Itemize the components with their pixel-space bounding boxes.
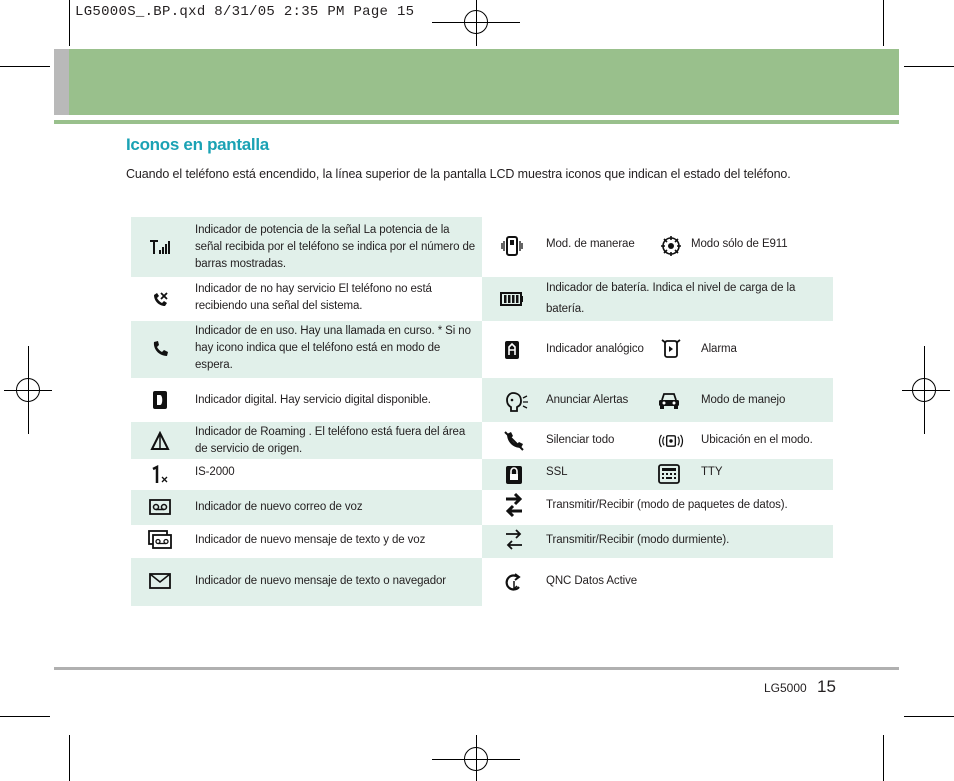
alarm-icon [658, 337, 684, 359]
page-number: 15 [817, 677, 836, 696]
transmit-receive-icon [501, 494, 527, 516]
list-item-text: Transmitir/Recibir (modo durmiente). [546, 534, 730, 546]
list-item-text: Indicador digital. Hay servicio digital disponible. [195, 394, 431, 406]
table-row [482, 378, 833, 422]
text-voice-message-icon [147, 529, 173, 551]
ssl-icon [501, 464, 527, 486]
list-item-text: Indicador de batería. Indica el nivel de carga de la batería. [546, 282, 796, 315]
list-item-text: Indicador de no hay servicio El teléfono no está recibiendo una señal del sistema. [195, 283, 432, 312]
transmit-receive-dormant-icon [501, 529, 527, 551]
envelope-icon [147, 570, 173, 592]
qnc-icon [501, 572, 527, 594]
table-row [131, 277, 482, 321]
is2000-icon [147, 464, 173, 486]
announce-alerts-icon [504, 391, 530, 413]
no-service-icon [147, 289, 173, 311]
table-row [482, 490, 833, 525]
battery-icon [499, 288, 525, 310]
crop-mark [883, 735, 884, 781]
signal-strength-icon [147, 236, 173, 258]
list-item-text: Anunciar Alertas [546, 394, 629, 406]
roaming-icon [147, 430, 173, 452]
table-row [482, 422, 833, 459]
list-item-text: Indicador de nuevo mensaje de texto o navegador [195, 575, 447, 587]
list-item-text: Modo de manejo [701, 394, 786, 406]
header-grey-block [54, 49, 69, 115]
print-slug: LG5000S_.BP.qxd 8/31/05 2:35 PM Page 15 [75, 4, 415, 20]
list-item-text: Silenciar todo [546, 434, 615, 446]
table-row [482, 525, 833, 558]
table-row [131, 558, 482, 606]
table-row [131, 422, 482, 459]
list-item-text: Indicador de Roaming . El teléfono está fuera del área de servicio de origen. [195, 426, 466, 455]
list-item-text: IS-2000 [195, 466, 235, 478]
crop-mark [69, 0, 70, 46]
list-item-text: Alarma [701, 343, 737, 355]
table-row [482, 459, 833, 490]
silence-all-icon [501, 430, 527, 452]
table-row [482, 277, 833, 321]
list-item-text: QNC Datos Active [546, 575, 638, 587]
crop-mark [69, 735, 70, 781]
table-row [131, 525, 482, 558]
list-item-text: Ubicación en el modo. [701, 434, 813, 446]
table-row [131, 378, 482, 422]
manner-mode-icon [499, 235, 525, 257]
header-band [69, 49, 899, 115]
voicemail-icon [147, 496, 173, 518]
analog-icon [499, 339, 525, 361]
list-item-text: Mod. de manerae [546, 238, 635, 250]
list-item-text: TTY [701, 466, 723, 478]
table-row [482, 217, 833, 277]
digital-icon [147, 389, 173, 411]
table-row [482, 321, 833, 378]
list-item-text: Indicador analógico [546, 343, 644, 355]
table-row [131, 217, 482, 277]
crop-mark [883, 0, 884, 46]
list-item-text: Indicador de en uso. Hay una llamada en curso. * Si no hay icono indica que el teléfono está en modo de espera. [195, 325, 471, 371]
list-item-text: Indicador de nuevo mensaje de texto y de voz [195, 534, 426, 546]
tty-icon [656, 463, 682, 485]
table-row [131, 321, 482, 378]
table-row [131, 490, 482, 525]
location-icon [658, 430, 684, 452]
footer-rule [54, 667, 899, 670]
crop-mark [904, 716, 954, 717]
list-item-text: SSL [546, 466, 568, 478]
list-item-text: Modo sólo de E911 [691, 238, 788, 250]
list-item-text: Transmitir/Recibir (modo de paquetes de datos). [546, 499, 788, 511]
list-item-text: Indicador de nuevo correo de voz [195, 501, 363, 513]
table-row [482, 558, 833, 606]
driving-mode-icon [656, 390, 682, 412]
footer-model: LG5000 [764, 681, 807, 695]
e911-icon [658, 235, 684, 257]
page-title: Iconos en pantalla [126, 135, 269, 154]
crop-mark [0, 716, 50, 717]
list-item-text: Indicador de potencia de la señal La potencia de la señal recibida por el teléfono se indica por el número de barras mostradas. [195, 224, 476, 270]
header-rule [54, 120, 899, 124]
crop-mark [0, 66, 50, 67]
intro-text: Cuando el teléfono está encendido, la línea superior de la pantalla LCD muestra iconos que indican el estado del teléfono. [126, 167, 791, 181]
table-row [131, 459, 482, 490]
in-use-icon [147, 338, 173, 360]
crop-mark [904, 66, 954, 67]
